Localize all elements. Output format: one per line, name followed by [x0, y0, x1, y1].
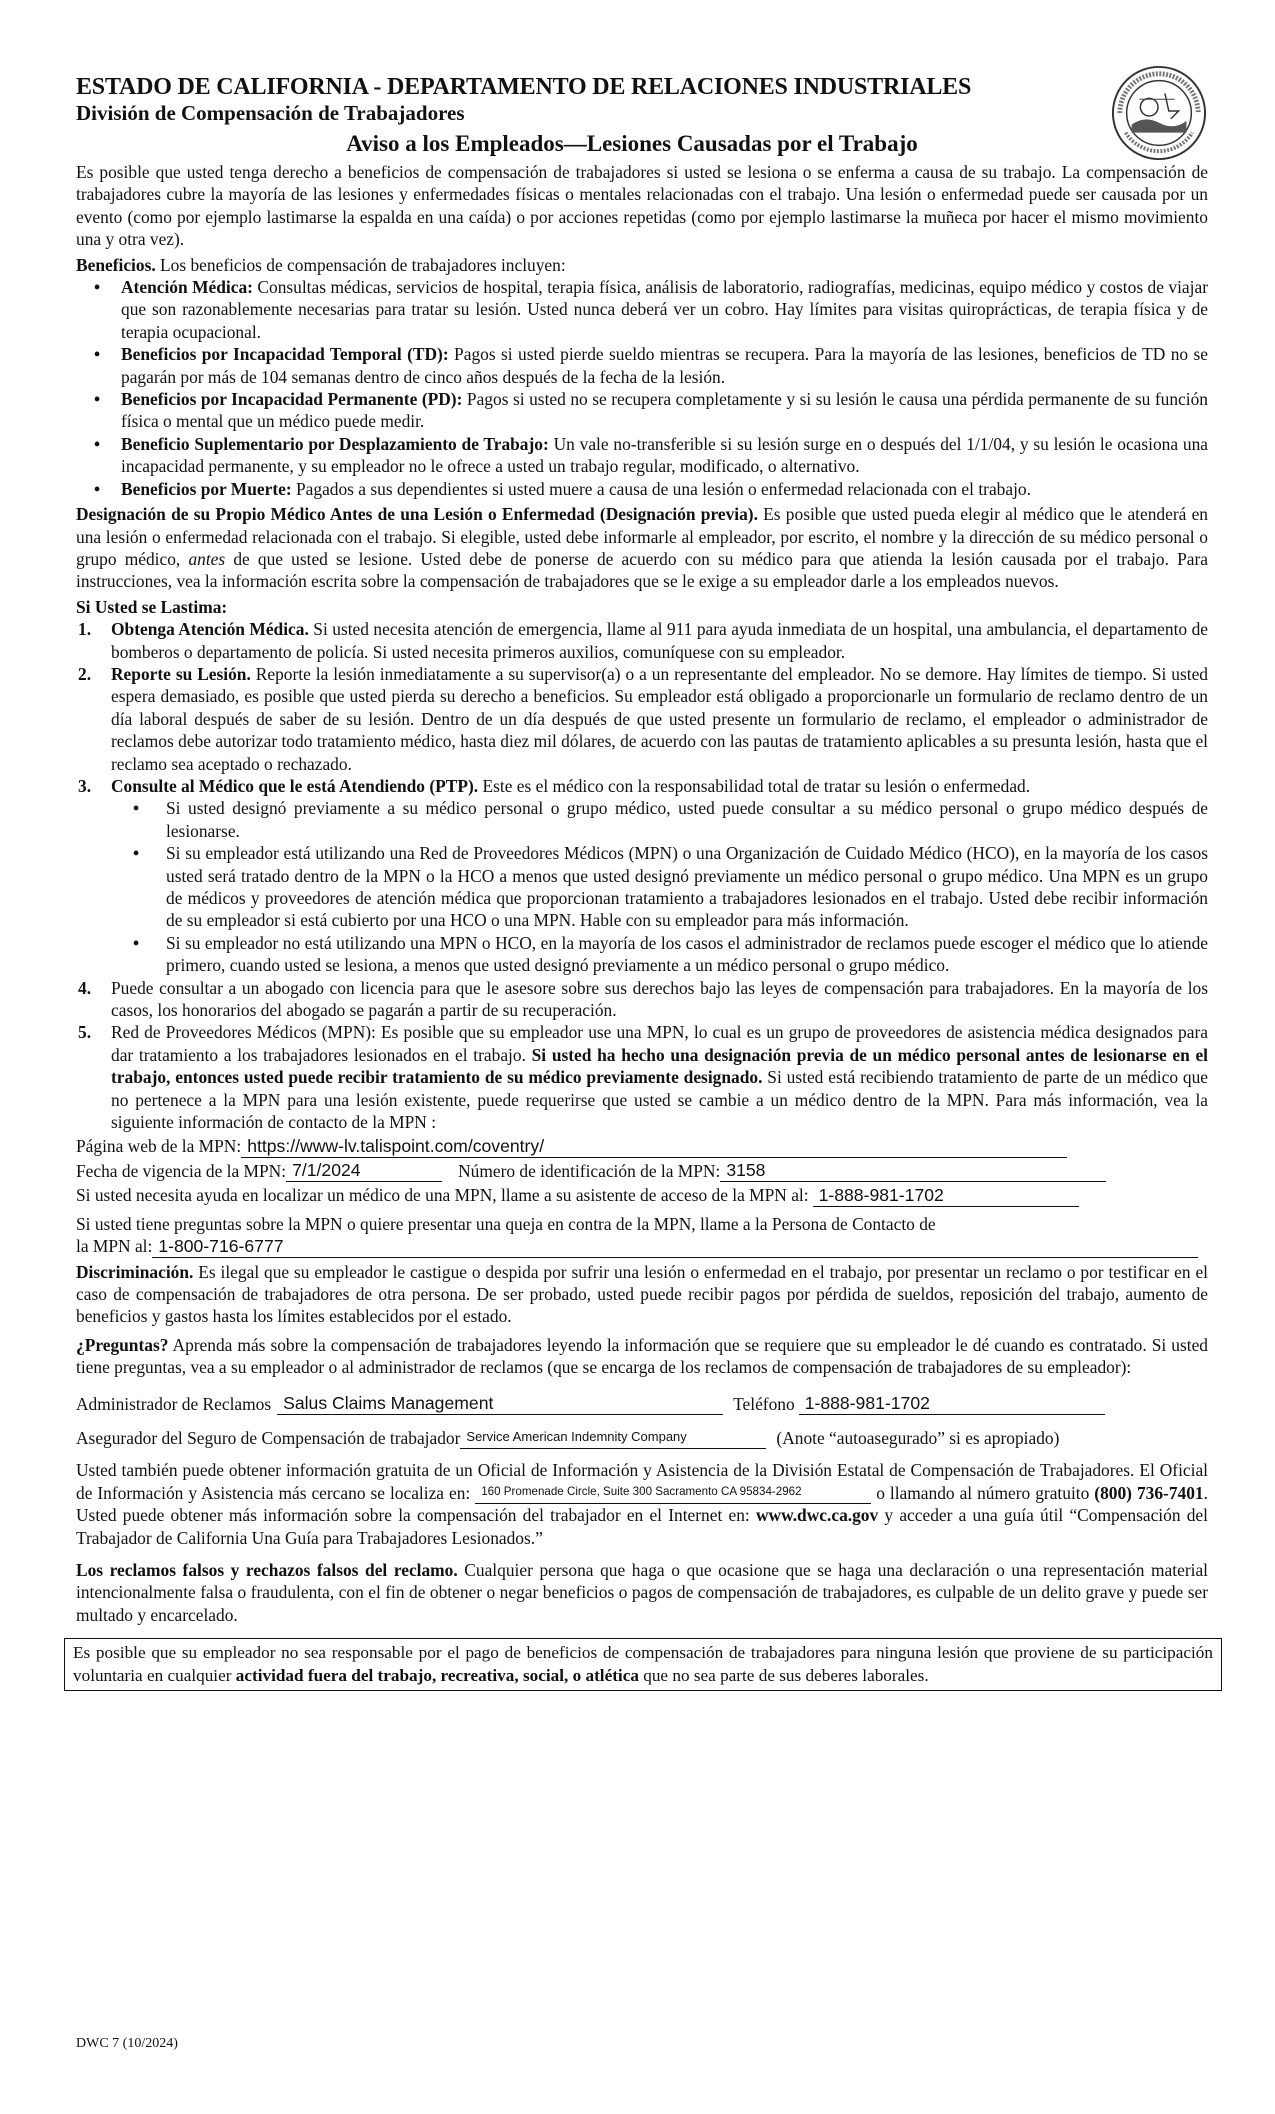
mpn-date-field[interactable]: 7/1/2024	[286, 1160, 442, 1182]
list-item: • Si su empleador está utilizando una Red de Proveedores Médicos (MPN) o una Organización de Cuidado Médico (HCO), en la mayoría de los casos usted será tratado dentro de la MPN o la HCO a menos que usted designó previamente un médico personal o grupo médico. Una MPN es un grupo de médicos y proveedores de atención médica que proporcionan tratamiento a trabajadores lesionados en el trabajo. Usted debe recibir información de su empleador si está cubierto por una HCO o una MPN. Hable con su empleador para más información.	[166, 842, 1208, 932]
mpn-web-label: Página web de la MPN:	[76, 1136, 242, 1157]
mpn-contact-field[interactable]: 1-800-716-6777	[152, 1236, 1198, 1258]
mpn-web-field[interactable]: https://www-lv.talispoint.com/coventry/	[241, 1136, 1067, 1158]
mpn-contact-row: la MPN al: 1-800-716-6777	[76, 1235, 1208, 1257]
mpn-web-row	[76, 1135, 1208, 1157]
insurer-field[interactable]: Service American Indemnity Company	[460, 1427, 766, 1449]
mpn-id-field[interactable]: 3158	[720, 1160, 1106, 1182]
predesignation-paragraph: Designación de su Propio Médico Antes de una Lesión o Enfermedad (Designación previa). Es posible que usted pueda elegir al médico que le atenderá en una lesión o enfermedad relacionada con el trabajo. Si elegible, usted debe informarle al empleador, por escrito, el nombre y la dirección de su médico personal o grupo médico, antes de que usted se lesione. Usted debe de ponerse de acuerdo con su médico para que atienda la lesión causada por el trabajo. Para instrucciones, vea la información escrita sobre la compensación de trabajadores que se le exige a su empleador darle a los empleados nuevos.	[76, 504, 1209, 592]
insurer-note: (Anote “autoasegurado” si es apropiado)	[776, 1427, 1060, 1448]
info-officer-location-field[interactable]: 160 Promenade Circle, Suite 300 Sacramento CA 95834-2962	[475, 1482, 871, 1504]
recreational-activity-notice-box: Es posible que su empleador no sea responsable por el pago de beneficios de compensación de trabajadores para ninguna lesión que proviene de su participación voluntaria en cualquier actividad fuera del trabajo, recreativa, social, o atlética que no sea parte de sus deberes laborales.	[64, 1638, 1222, 1691]
injury-steps	[76, 618, 1208, 1133]
list-item: • Beneficio Suplementario por Desplazamiento de Trabajo: Un vale no-transferible si su lesión surge en o después del 1/1/04, y su lesión le ocasiona una incapacidad permanente, y su empleador no le ofrece a usted un trabajo regular, modificado, o alternativo.	[121, 433, 1208, 478]
benefits-heading: Beneficios.	[76, 254, 156, 275]
phone-label: Teléfono	[733, 1393, 795, 1414]
list-item: • Beneficios por Incapacidad Permanente (PD): Pagos si usted no se recupera completamente y si su lesión le causa una pérdida permanente de su función física o mental que un médico puede medir.	[121, 388, 1208, 433]
insurer-label: Asegurador del Seguro de Compensación de trabajador	[76, 1427, 461, 1448]
california-seal-icon	[1110, 64, 1208, 162]
mpn-access-row	[76, 1184, 1208, 1206]
division-heading: División de Compensación de Trabajadores	[76, 101, 465, 125]
agency-heading: ESTADO DE CALIFORNIA - DEPARTAMENTO DE RELACIONES INDUSTRIALES	[76, 74, 972, 100]
info-officer-paragraph: Usted también puede obtener información gratuita de un Oficial de Información y Asistencia de la División Estatal de Compensación de Trabajadores. El Oficial de Información y Asistencia más cercano se localiza en: 160 Promenade Circle, Suite 300 Sacramento CA 95834-2962 o llamando al número gratuito (800) 736-7401. Usted puede obtener más información sobre la compensación del trabajador en el Internet en: www.dwc.ca.gov y acceder a una guía útil “Compensación del Trabajador de California Una Guía para Trabajadores Lesionados.”	[76, 1460, 1208, 1548]
list-item: 4. Puede consultar a un abogado con licencia para que le asesore sobre sus derechos bajo las leyes de compensación para trabajadores. En la mayoría de los casos, los honorarios del abogado se pagarán a partir de su recuperación.	[78, 977, 1208, 1021]
ptp-sublist	[111, 797, 1208, 976]
list-item: • Beneficios por Muerte: Pagados a sus dependientes si usted muere a causa de una lesión o enfermedad relacionada con el trabajo.	[121, 478, 1208, 500]
mpn-access-field[interactable]: 1-888-981-1702	[813, 1185, 1079, 1207]
form-id: DWC 7 (10/2024)	[76, 2036, 178, 2051]
questions-paragraph: ¿Preguntas? Aprenda más sobre la compensación de trabajadores leyendo la información que se requiere que su empleador le dé cuando es contratado. Si usted tiene preguntas, vea a su empleador o al administrador de reclamos (que se encarga de los reclamos de compensación de trabajadores de su empleador):	[76, 1334, 1208, 1378]
discrimination-paragraph: Discriminación. Es ilegal que su empleador le castigue o despida por sufrir una lesión o enfermedad en el trabajo, por presentar un reclamo o por testificar en el caso de compensación de trabajadores de otra persona. De ser probado, usted puede recibir pagos por pérdida de sueldos, reposición del trabajo, aumento de beneficios y gastos hasta los límites establecidos por el estado.	[76, 1261, 1208, 1327]
page-title: Aviso a los Empleados—Lesiones Causadas por el Trabajo	[346, 131, 918, 156]
list-item: 1. Obtenga Atención Médica. Si usted necesita atención de emergencia, llame al 911 para ayuda inmediata de un hospital, una ambulancia, el departamento de bomberos o departamento de policía. Si usted necesita primeros auxilios, comuníquese con su empleador.	[78, 619, 1208, 662]
list-item: 5. Red de Proveedores Médicos (MPN): Es posible que su empleador use una MPN, lo cual es un grupo de proveedores de asistencia médica designados para dar tratamiento a los trabajadores lesionados en el trabajo. Si usted ha hecho una designación previa de un médico personal antes de lesionarse en el trabajo, entonces usted puede recibir tratamiento de su médico previamente designado. Si usted está recibiendo tratamiento de parte de un médico que no pertenece a la MPN para una lesión existente, puede requerirse que usted se cambie a un médico dentro de la MPN. Para más información, vea la siguiente información de contacto de la MPN :	[78, 1022, 1209, 1133]
if-injured-heading: Si Usted se Lastima:	[76, 596, 228, 617]
list-item: • Beneficios por Incapacidad Temporal (TD): Pagos si usted pierde sueldo mientras se recupera. Para la mayoría de las lesiones, beneficios de TD no se pagarán por más de 104 semanas dentro de cinco años después de la fecha de la lesión.	[121, 343, 1208, 388]
benefits-list	[76, 276, 1208, 500]
list-item: • Si usted designó previamente a su médico personal o grupo médico, usted puede consultar a su médico personal o grupo médico después de lesionarse.	[166, 797, 1208, 842]
list-item: 3. Consulte al Médico que le está Atendiendo (PTP). Este es el médico con la responsabilidad total de tratar su lesión o enfermedad. • Si usted designó previamente a su médico personal o grupo médico, usted puede consultar a su médico personal o grupo médico después de lesionarse. • Si su empleador está utilizando una Red de Proveedores Médicos (MPN) o una Organización de Cuidado Médico (HCO), en la mayoría de los casos usted será tratado dentro de la MPN o la HCO a menos que usted designó previamente un médico personal o grupo médico. Una MPN es un grupo de médicos y proveedores de atención médica que proporcionan tratamiento a trabajadores lesionados en el trabajo. Usted debe recibir información de su empleador si está cubierto por una HCO o una MPN. Hable con su empleador para más información. • Si su empleador no está utilizando una MPN o HCO, en la mayoría de los casos el administrador de reclamos puede escoger el médico que lo atiende primero, cuando usted se lesiona, a menos que usted designó previamente a un médico personal o grupo médico.	[111, 775, 1208, 977]
mpn-access-label: Si usted necesita ayuda en localizar un médico de una MPN, llame a su asistente de acceso de la MPN al:	[76, 1185, 809, 1206]
mpn-date-row	[76, 1160, 1208, 1182]
list-item: 2. Reporte su Lesión. Reporte la lesión inmediatamente a su supervisor(a) o a un representante del empleador. No se demore. Hay límites de tiempo. Si usted espera demasiado, es posible que usted pierda su derecho a beneficios. Su empleador está obligado a proporcionarle un formulario de reclamo dentro de un día laboral después de saber de su lesión. Dentro de un día después de que usted presente un formulario de reclamo, el empleador o administrador de reclamos debe autorizar todo tratamiento médico, hasta diez mil dólares, de acuerdo con las pautas de tratamiento aplicables a su presunta lesión, hasta que el reclamo sea aceptado o rechazado.	[78, 663, 1208, 774]
intro-paragraph: Es posible que usted tenga derecho a beneficios de compensación de trabajadores si usted se lesiona o se enferma a causa de su trabajo. La compensación de trabajadores cubre la mayoría de las lesiones y enfermedades físicas o mentales relacionadas con el trabajo. Una lesión o enfermedad puede ser causada por un evento (como por ejemplo lastimarse la espalda en una caída) o por acciones repetidas (como por ejemplo lastimarse la muñeca por hacer el mismo movimiento una y otra vez).	[76, 162, 1208, 250]
false-claims-paragraph: Los reclamos falsos y rechazos falsos del reclamo. Cualquier persona que haga o que ocasione que se haga una declaración o una representación material intencionalmente falsa o fraudulenta, con el fin de obtener o negar beneficios o pagos de compensación de trabajadores, es culpable de un delito grave y puede ser multado y encarcelado.	[76, 1559, 1208, 1625]
claims-admin-row	[76, 1393, 1208, 1415]
claims-admin-field[interactable]: Salus Claims Management	[277, 1393, 723, 1415]
mpn-id-label: Número de identificación de la MPN:	[458, 1160, 721, 1181]
list-item: • Si su empleador no está utilizando una MPN o HCO, en la mayoría de los casos el administrador de reclamos puede escoger el médico que lo atiende primero, cuando usted se lesiona, a menos que usted designó previamente a un médico personal o grupo médico.	[166, 932, 1208, 977]
claims-admin-label: Administrador de Reclamos	[76, 1393, 272, 1414]
mpn-contact-label: Si usted tiene preguntas sobre la MPN o quiere presentar una queja en contra de la MPN, llame a la Persona de Contacto de	[76, 1213, 936, 1234]
notice-page	[73, 74, 1213, 1691]
benefits-intro: Beneficios. Los beneficios de compensación de trabajadores incluyen:	[76, 254, 566, 275]
list-item: • Atención Médica: Consultas médicas, servicios de hospital, terapia física, análisis de laboratorio, radiografías, medicinas, equipo médico y costos de viajar que son razonablemente necesarias para tratar su lesión. Usted nunca deberá ver un cobro. Hay límites para visitas quiroprácticas, de terapia física y de terapia ocupacional.	[121, 276, 1208, 343]
mpn-date-label: Fecha de vigencia de la MPN:	[76, 1160, 287, 1181]
claims-phone-field[interactable]: 1-888-981-1702	[799, 1393, 1105, 1415]
insurer-row	[76, 1427, 1208, 1449]
